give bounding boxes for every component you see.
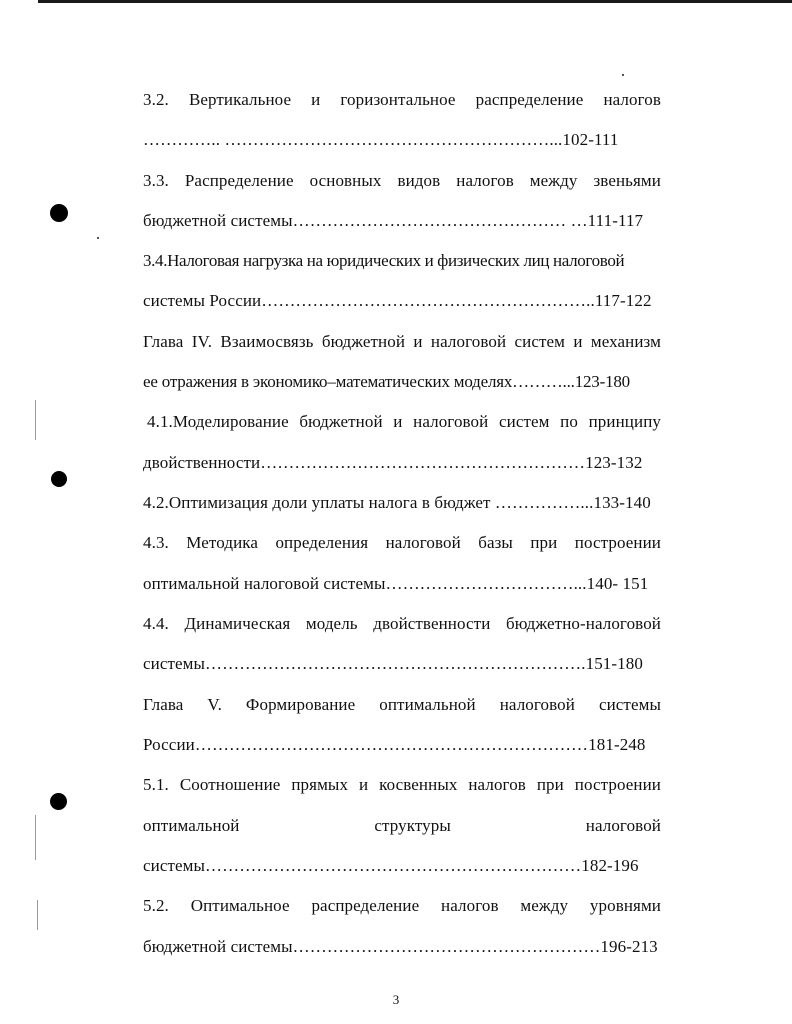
toc-entry-3-3-pages: бюджетной системы………………………………………… …111-117 [143, 211, 644, 230]
toc-entry-4-3-title: 4.3. Методика определения налоговой базы при построении [143, 533, 661, 552]
toc-entry-5-1-title: 5.1. Соотношение прямых и косвенных налогов при построении [143, 775, 661, 794]
toc-entry-4-3-pages: оптимальной налоговой системы……………………………...140- 151 [143, 574, 649, 593]
toc-entry-5-2-title: 5.2. Оптимальное распределение налогов между уровнями [143, 896, 661, 915]
toc-chapter-5-title: Глава V. Формирование оптимальной налоговой системы [143, 695, 661, 714]
toc-entry-4-4-title: 4.4. Динамическая модель двойственности бюджетно-налоговой [143, 614, 661, 633]
punch-hole [50, 793, 67, 810]
toc-entry-3-2-pages: ………….. …………………………………………………...102-111 [143, 130, 619, 149]
toc-entry-4-1-title: 4.1.Моделирование бюджетной и налоговой систем по принципу [147, 412, 661, 431]
toc-entry-4-2: 4.2.Оптимизация доли уплаты налога в бюджет ……………...133-140 [143, 493, 651, 512]
toc-chapter-5-pages: России……………………………………………………………181-248 [143, 735, 646, 754]
toc-entry-5-1-pages: системы…………………………………………………………182-196 [143, 856, 639, 875]
scan-speck [97, 237, 99, 239]
toc-entry-4-4-pages: системы………………………………………………………….151-180 [143, 654, 643, 673]
toc-entry-3-3-title: 3.3. Распределение основных видов налогов между звеньями [143, 171, 661, 190]
toc-entry-4-1-pages: двойственности…………………………………………………123-132 [143, 453, 643, 472]
punch-hole [51, 471, 67, 487]
toc-entry-3-4-pages: системы России…………………………………………………..117-122 [143, 291, 652, 310]
toc-entry-5-2-pages: бюджетной системы………………………………………………196-213 [143, 937, 658, 956]
toc-entry-3-2-title: 3.2. Вертикальное и горизонтальное распределение налогов [143, 90, 661, 109]
toc-entry-5-1-title-cont: оптимальной структуры налоговой [143, 816, 661, 835]
scan-edge-mark [35, 815, 36, 860]
scan-top-border [38, 0, 792, 3]
scan-speck [622, 74, 624, 76]
toc-entry-3-4-title: 3.4.Налоговая нагрузка на юридических и физических лиц налоговой [143, 251, 625, 270]
toc-chapter-4-title: Глава IV. Взаимосвязь бюджетной и налоговой систем и механизм [143, 332, 661, 351]
scan-edge-mark [35, 400, 36, 440]
punch-hole [50, 204, 68, 222]
scan-edge-mark [37, 900, 38, 930]
page-number: 3 [392, 992, 400, 1007]
toc-chapter-4-pages: ее отражения в экономико–математических моделях………...123-180 [143, 372, 630, 391]
